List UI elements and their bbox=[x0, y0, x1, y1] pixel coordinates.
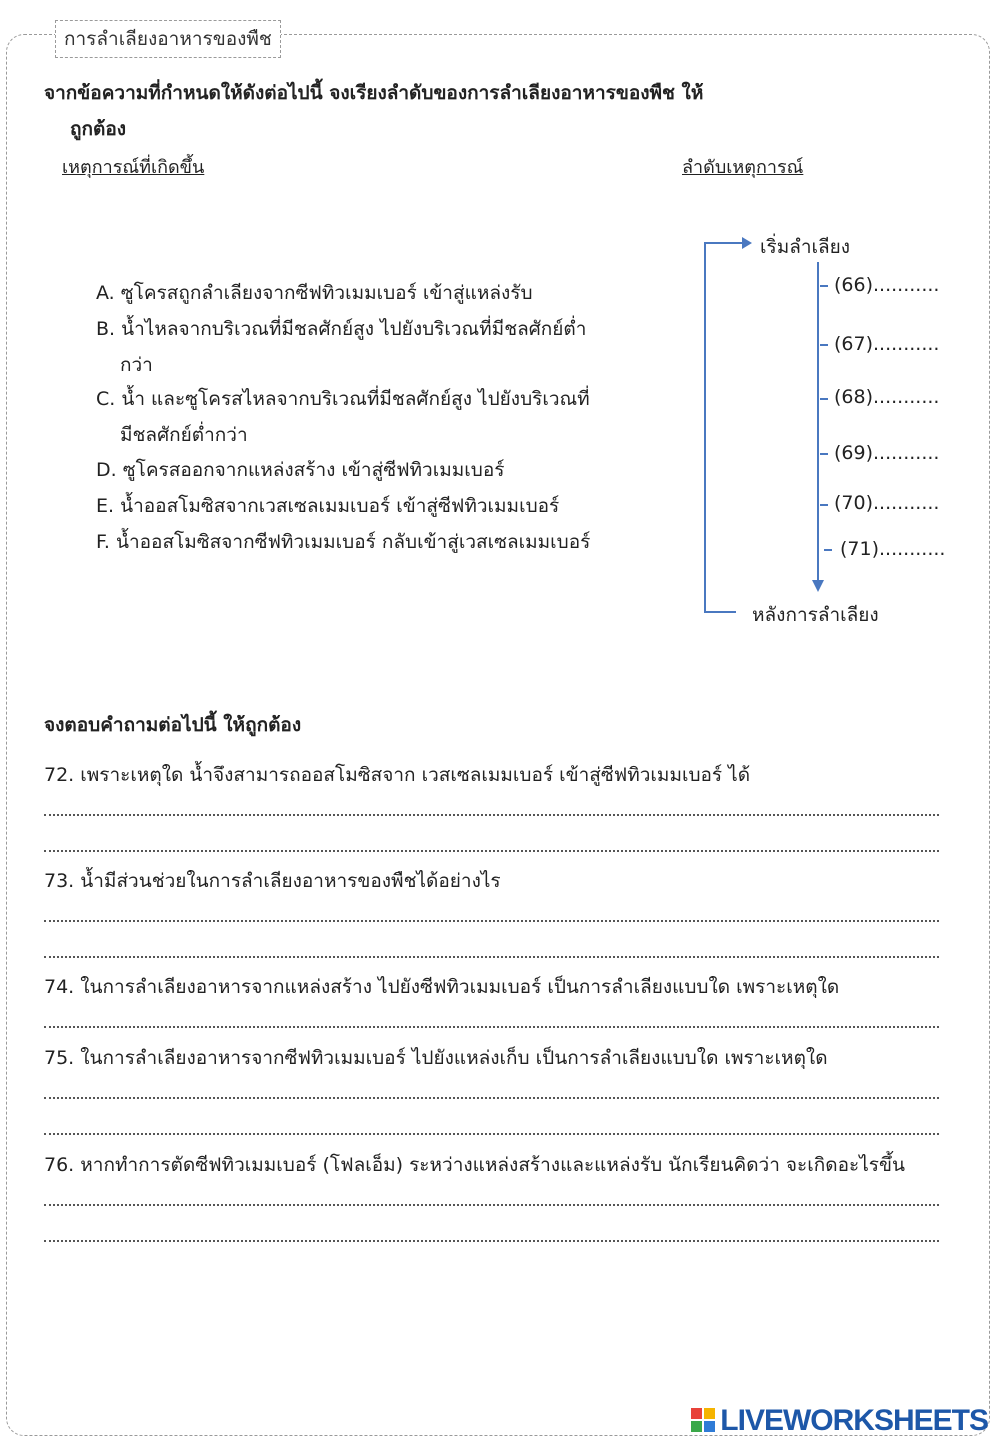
event-text: น้ำ และซูโครสไหลจากบริเวณที่มีชลศักย์สูง ไปยังบริเวณที่ bbox=[121, 388, 590, 410]
questions-heading: จงตอบคำถามต่อไปนี้ ให้ถูกต้อง bbox=[44, 714, 302, 736]
event-item-e bbox=[96, 491, 559, 521]
sequence-arrow-diagram bbox=[696, 232, 836, 622]
event-item-b bbox=[96, 314, 586, 380]
answer-slot-67[interactable]: (67)........... bbox=[834, 333, 940, 355]
tick-mark bbox=[820, 344, 828, 346]
section-tab-title: การลำเลียงอาหารของพืช bbox=[55, 20, 281, 58]
answer-slot-68[interactable]: (68)........... bbox=[834, 386, 940, 408]
event-text: น้ำไหลจากบริเวณที่มีชลศักย์สูง ไปยังบริเวณที่มีชลศักย์ต่ำ bbox=[121, 318, 587, 340]
answer-line-72b[interactable] bbox=[44, 850, 939, 852]
event-text: น้ำออสโมซิสจากเวสเซลเมมเบอร์ เข้าสู่ซีฟทิวเมมเบอร์ bbox=[120, 495, 560, 517]
answer-slot-69[interactable]: (69)........... bbox=[834, 442, 940, 464]
event-text: น้ำออสโมซิสจากซีฟทิวเมมเบอร์ กลับเข้าสู่เวสเซลเมมเบอร์ bbox=[115, 531, 591, 553]
event-text: ซูโครสออกจากแหล่งสร้าง เข้าสู่ซีฟทิวเมมเบอร์ bbox=[122, 459, 505, 481]
start-arrowhead-icon bbox=[742, 237, 752, 249]
answer-line-72a[interactable] bbox=[44, 814, 939, 816]
event-letter: C. bbox=[96, 388, 116, 410]
event-item-c bbox=[96, 384, 590, 450]
loop-arrow-line bbox=[705, 243, 742, 612]
answer-line-76a[interactable] bbox=[44, 1204, 939, 1206]
event-letter: A. bbox=[96, 282, 115, 304]
question-74: 74. ในการลำเลียงอาหารจากแหล่งสร้าง ไปยังซีฟทิวเมมเบอร์ เป็นการลำเลียงแบบใด เพราะเหตุใด bbox=[44, 976, 840, 998]
liveworksheets-logo-icon bbox=[691, 1408, 715, 1432]
tick-mark bbox=[820, 504, 828, 506]
answer-line-74a[interactable] bbox=[44, 1026, 939, 1028]
instruction-line-2: ถูกต้อง bbox=[70, 118, 127, 140]
sequence-end-label: หลังการลำเลียง bbox=[752, 604, 879, 626]
sequence-start-label: เริ่มลำเลียง bbox=[760, 236, 851, 258]
event-letter: F. bbox=[96, 531, 110, 553]
question-75: 75. ในการลำเลียงอาหารจากซีฟทิวเมมเบอร์ ไปยังแหล่งเก็บ เป็นการลำเลียงแบบใด เพราะเหตุใด bbox=[44, 1047, 828, 1069]
event-letter: B. bbox=[96, 318, 116, 340]
question-73: 73. น้ำมีส่วนช่วยในการลำเลียงอาหารของพืชได้อย่างไร bbox=[44, 870, 501, 892]
question-72: 72. เพราะเหตุใด น้ำจึงสามารถออสโมซิสจาก เวสเซลเมมเบอร์ เข้าสู่ซีฟทิวเมมเบอร์ ได้ bbox=[44, 764, 751, 786]
instruction-line-1: จากข้อความที่กำหนดให้ดังต่อไปนี้ จงเรียงลำดับของการลำเลียงอาหารของพืช ให้ bbox=[44, 82, 704, 104]
event-item-a bbox=[96, 278, 533, 308]
answer-line-75a[interactable] bbox=[44, 1097, 939, 1099]
event-text-continued: มีชลศักย์ต่ำกว่า bbox=[120, 424, 248, 446]
answer-slot-66[interactable]: (66)........... bbox=[834, 274, 940, 296]
event-item-f bbox=[96, 527, 590, 557]
answer-slot-70[interactable]: (70)........... bbox=[834, 492, 940, 514]
question-76: 76. หากทำการตัดซีฟทิวเมมเบอร์ (โฟลเอ็ม) ระหว่างแหล่งสร้างและแหล่งรับ นักเรียนคิดว่า จะเกิดอะไรขึ้น bbox=[44, 1154, 905, 1176]
brand-wordmark: LIVEWORKSHEETS bbox=[720, 1404, 988, 1437]
tick-mark bbox=[824, 549, 832, 551]
down-arrowhead-icon bbox=[812, 580, 824, 592]
events-column-header: เหตุการณ์ที่เกิดขึ้น bbox=[62, 157, 205, 178]
tick-mark bbox=[820, 285, 828, 287]
answer-line-75b[interactable] bbox=[44, 1133, 939, 1135]
event-text: ซูโครสถูกลำเลียงจากซีฟทิวเมมเบอร์ เข้าสู่แหล่งรับ bbox=[120, 282, 533, 304]
answer-line-73a[interactable] bbox=[44, 920, 939, 922]
event-text-continued: กว่า bbox=[120, 354, 153, 376]
answer-slot-71[interactable]: (71)........... bbox=[840, 538, 946, 560]
answer-line-76b[interactable] bbox=[44, 1240, 939, 1242]
tick-mark bbox=[820, 398, 828, 400]
event-letter: D. bbox=[96, 459, 117, 481]
event-letter: E. bbox=[96, 495, 115, 517]
answer-line-73b[interactable] bbox=[44, 956, 939, 958]
event-item-d bbox=[96, 455, 504, 485]
sequence-column-header: ลำดับเหตุการณ์ bbox=[682, 157, 804, 178]
tick-mark bbox=[820, 453, 828, 455]
